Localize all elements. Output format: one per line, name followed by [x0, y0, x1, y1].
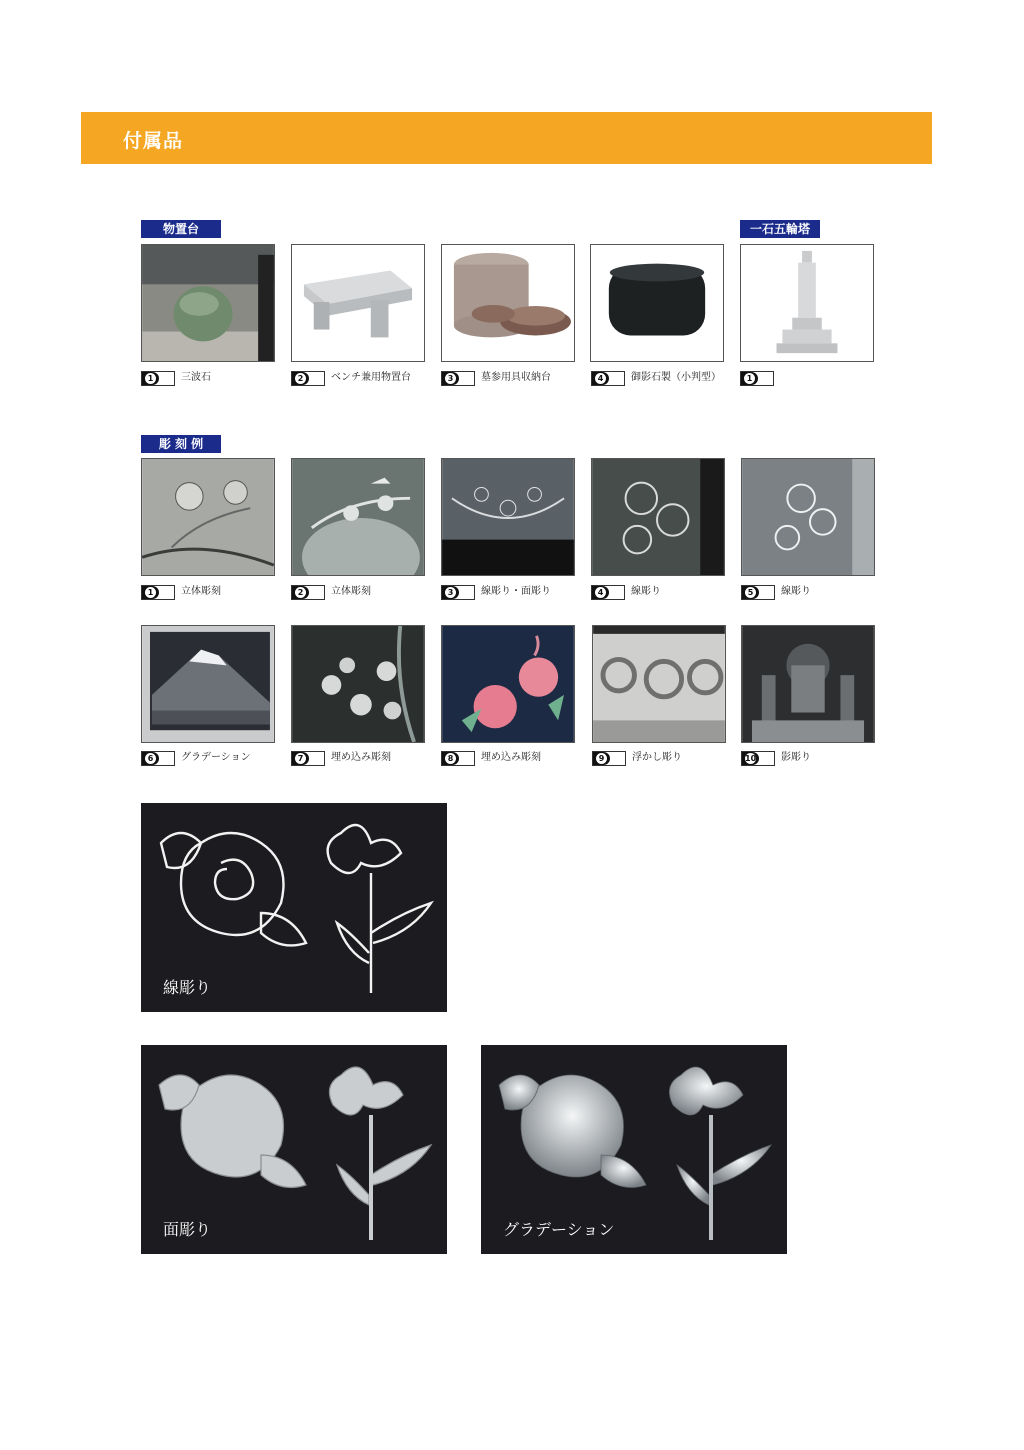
section-label-storage: 物置台 [141, 220, 221, 238]
caption-carving-6: 6 グラデーション [141, 750, 251, 766]
caption-carving-5: 5 線彫り [741, 584, 811, 600]
sample-label-line: 線彫り [163, 978, 212, 997]
photo-carving-9 [592, 625, 726, 743]
caption-carving-4: 4 線彫り [591, 584, 661, 600]
caption-carving-1: 1 立体彫刻 [141, 584, 221, 600]
number-badge: 8 [441, 751, 475, 766]
caption-carving-3: 3 線彫り・面彫り [441, 584, 551, 600]
photo-storage-case [441, 244, 575, 362]
caption-gorinto-1 [740, 370, 780, 386]
caption-accessory-1: 1 三波石 [141, 370, 211, 386]
photo-bench [291, 244, 425, 362]
sample-line-carving [141, 803, 447, 1012]
number-badge: 6 [141, 751, 175, 766]
header-banner [81, 112, 932, 164]
photo-gorinto [740, 244, 874, 362]
photo-carving-7 [291, 625, 425, 743]
caption-carving-2: 2 立体彫刻 [291, 584, 371, 600]
caption-accessory-2: 2 ベンチ兼用物置台 [291, 370, 411, 386]
caption-accessory-4: 4 御影石製（小判型） [591, 370, 721, 386]
number-badge: 5 [741, 585, 775, 600]
sample-label-surface: 面彫り [163, 1220, 212, 1239]
caption-carving-8: 8 埋め込み彫刻 [441, 750, 541, 766]
photo-carving-10 [741, 625, 875, 743]
number-badge: 1 [740, 371, 774, 386]
number-badge: 3 [441, 585, 475, 600]
page-title: 付属品 [123, 130, 184, 152]
photo-carving-2 [291, 458, 425, 576]
caption-carving-10: 10 影彫り [741, 750, 811, 766]
number-badge: 2 [291, 585, 325, 600]
sample-label-gradation: グラデーション [503, 1220, 615, 1239]
photo-sanbaseki [141, 244, 275, 362]
photo-carving-1 [141, 458, 275, 576]
number-badge: 2 [291, 371, 325, 386]
photo-carving-5 [741, 458, 875, 576]
caption-carving-7: 7 埋め込み彫刻 [291, 750, 391, 766]
number-badge: 7 [291, 751, 325, 766]
section-label-gorinto: 一石五輪塔 [740, 220, 820, 238]
photo-carving-8 [441, 625, 575, 743]
photo-carving-4 [591, 458, 725, 576]
caption-carving-9: 9 浮かし彫り [592, 750, 682, 766]
sample-gradation [481, 1045, 787, 1254]
number-badge: 9 [592, 751, 626, 766]
caption-accessory-3: 3 墓参用具収納台 [441, 370, 551, 386]
photo-carving-3 [441, 458, 575, 576]
number-badge: 4 [591, 371, 625, 386]
sample-surface-carving [141, 1045, 447, 1254]
number-badge: 10 [741, 751, 775, 766]
photo-carving-6 [141, 625, 275, 743]
photo-oval-stand [590, 244, 724, 362]
section-label-carving: 彫 刻 例 [141, 435, 221, 453]
number-badge: 1 [141, 585, 175, 600]
number-badge: 3 [441, 371, 475, 386]
number-badge: 4 [591, 585, 625, 600]
number-badge: 1 [141, 371, 175, 386]
